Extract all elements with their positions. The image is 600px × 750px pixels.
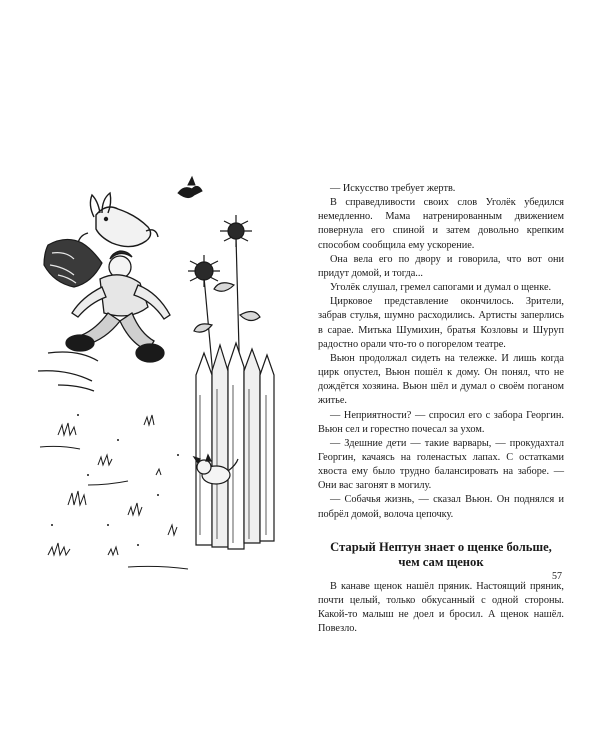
paragraph: — Здешние дети — такие варвары, — прокудахтал Георгин, качаясь на голенастых лапах. С остатками хвоста ему было трудно балансировать на заборе. — Они вас загонят в могилу.	[318, 437, 564, 492]
paragraph: Она вела его по двору и говорила, что вот они придут домой, и тогда...	[318, 253, 564, 279]
paragraph: Вьюн продолжал сидеть на тележке. И лишь когда цирк опустел, Вьюн пошёл к дому. Он понял, что не дождётся хозяина. Вьюн шёл и думал о своём поганом житье.	[318, 352, 564, 407]
bird-icon	[178, 177, 202, 198]
text-column	[318, 182, 564, 636]
paragraph: В канаве щенок нашёл пряник. Настоящий пряник, почти целый, только обкусанный с одной стороны. Какой-то малыш не доел и бросил. А щенок нашёл. Повезло.	[318, 580, 564, 635]
grass-tufts-icon	[40, 415, 188, 569]
rabbit-icon	[78, 193, 158, 247]
paragraph: — Собачья жизнь, — сказал Вьюн. Он поднялся и побрёл домой, волоча цепочку.	[318, 494, 564, 520]
paragraph: — Искусство требует жертв.	[330, 183, 456, 194]
illustration-boy-fence-sunflowers	[28, 175, 298, 575]
chapter-title: Старый Нептун знает о щенке больше, чем сам щенок	[330, 539, 552, 569]
paragraph: — Неприятности? — спросил его с забора Георгин. Вьюн сел и горестно почесал за ухом.	[318, 409, 564, 435]
cape-icon	[44, 239, 102, 287]
wooden-fence-icon	[196, 343, 274, 549]
paragraph: В справедливости своих слов Уголёк убедился немедленно. Мама натренированным движением повернула его спиной и затем довольно крепким способом сообщила ему ускорение.	[318, 197, 564, 251]
page-number: 57	[552, 571, 562, 582]
paragraph: Цирковое представление окончилось. Зрители, забрав стулья, шумно расходились. Артисты заперлись в сарае. Митька Шумихин, братья Козловы и Шуруп радостно орали что-то о погорелом театре.	[318, 296, 564, 350]
paragraph: Уголёк слушал, гремел сапогами и думал о щенке.	[330, 282, 552, 294]
